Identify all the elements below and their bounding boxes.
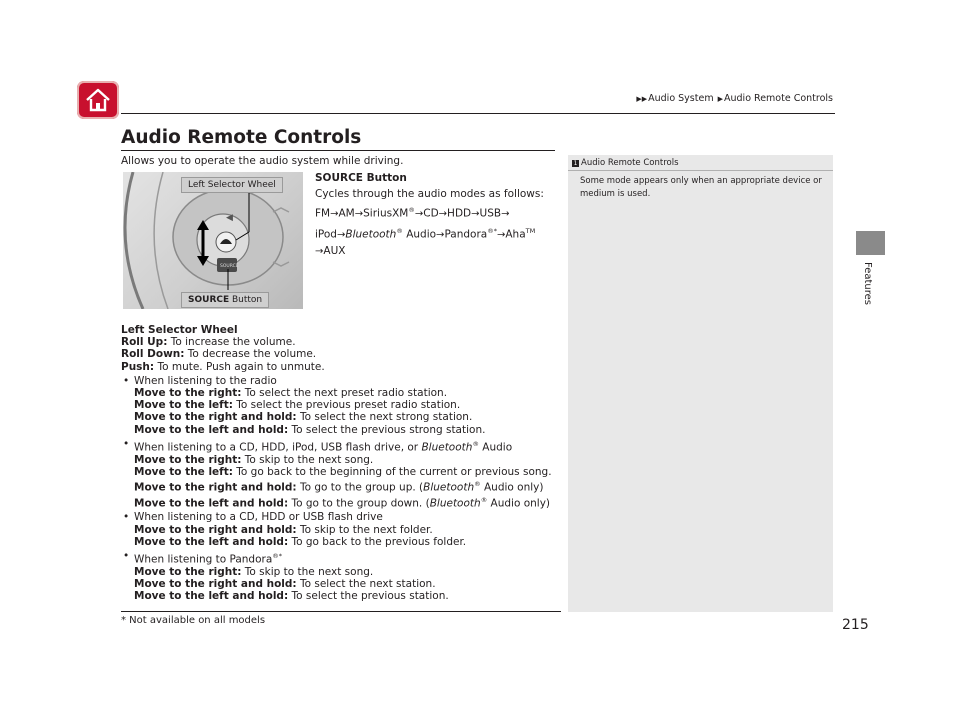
- mode-ipod: iPod: [315, 228, 337, 240]
- callout-source-bold: SOURCE: [188, 295, 230, 305]
- pandora-bullet-text: When listening to Pandora: [134, 553, 273, 566]
- pandora-left-hold: [121, 590, 561, 602]
- home-icon: [84, 88, 112, 112]
- intro-text: Allows you to operate the audio system while driving.: [121, 155, 404, 167]
- folder-right-hold-text: To skip to the next folder.: [296, 523, 433, 536]
- media-right-text: To skip to the next song.: [241, 453, 374, 466]
- mode-siriusxm: SiriusXM: [363, 207, 409, 220]
- side-note-divider: [568, 170, 833, 171]
- pandora-right-label: Move to the right:: [134, 565, 242, 578]
- source-heading: SOURCE Button: [315, 172, 407, 184]
- pandora-bullet: [121, 550, 561, 566]
- push-text: To mute. Push again to unmute.: [154, 360, 325, 373]
- arrow-icon: →: [436, 229, 445, 240]
- chapter-label: Features: [862, 262, 873, 305]
- media-left-text: To go back to the beginning of the current or previous song.: [232, 465, 552, 478]
- radio-right: [121, 387, 561, 399]
- media-right-hold-text-a: To go to the group up. (: [296, 481, 424, 494]
- media-right: [121, 454, 561, 466]
- registered-mark: ®: [487, 226, 494, 235]
- arrow-icon: →: [438, 208, 448, 220]
- media-right-hold-text-b: Audio only): [480, 481, 544, 494]
- breadcrumb: [625, 93, 833, 104]
- callout-left-selector-wheel: Left Selector Wheel: [181, 177, 283, 193]
- folder-right-hold-label: Move to the right and hold:: [134, 523, 297, 536]
- registered-mark: ®: [472, 439, 479, 448]
- source-mode-line-1: [315, 202, 560, 223]
- footnote-star[interactable]: *: [278, 551, 283, 560]
- mode-aha: Aha: [505, 228, 526, 240]
- arrow-icon: →: [501, 208, 510, 220]
- pandora-right-text: To skip to the next song.: [241, 565, 374, 578]
- mode-cd: CD: [423, 207, 439, 220]
- mode-usb: USB: [479, 207, 502, 220]
- page-number: 215: [842, 617, 869, 633]
- roll-up-label: Roll Up:: [121, 336, 168, 349]
- arrow-icon: →: [315, 246, 324, 257]
- push-line: [121, 361, 561, 373]
- roll-up-line: [121, 336, 561, 348]
- side-note-heading: [572, 158, 679, 168]
- mode-pandora: Pandora: [444, 228, 488, 240]
- source-mode-line-2: [315, 223, 560, 244]
- radio-left-label: Move to the left:: [134, 399, 233, 412]
- registered-mark: ®: [408, 206, 415, 214]
- media-left-hold-label: Move to the left and hold:: [134, 497, 289, 510]
- radio-right-hold-label: Move to the right and hold:: [134, 411, 297, 424]
- media-right-hold-bt: Bluetooth: [423, 481, 475, 494]
- registered-mark: ®: [396, 226, 403, 235]
- mode-audio: Audio: [406, 228, 437, 240]
- breadcrumb-link-audio-system[interactable]: Audio System: [648, 93, 714, 104]
- roll-down-label: Roll Down:: [121, 348, 185, 361]
- roll-down-line: [121, 348, 561, 360]
- arrow-icon: →: [330, 208, 339, 220]
- radio-left-text: To select the previous preset radio station.: [232, 399, 461, 412]
- registered-mark: ®: [474, 479, 481, 488]
- roll-up-text: To increase the volume.: [167, 336, 296, 349]
- callout-source-button: [181, 292, 269, 308]
- registered-mark: ®: [272, 551, 279, 560]
- footnote-divider: [121, 611, 561, 612]
- side-note-title: Audio Remote Controls: [581, 158, 679, 168]
- source-mode-line-3: [315, 243, 560, 260]
- radio-right-hold: [121, 411, 561, 423]
- pandora-right: [121, 566, 561, 578]
- push-label: Push:: [121, 360, 155, 373]
- radio-bullet: • When listening to the radio: [121, 375, 561, 387]
- title-divider: [121, 150, 555, 151]
- media-bullet: [121, 438, 561, 454]
- arrow-icon: →: [414, 208, 424, 220]
- mode-aux: AUX: [323, 245, 346, 257]
- arrow-icon: →: [496, 229, 506, 240]
- mode-fm: FM: [315, 207, 331, 220]
- radio-left: [121, 399, 561, 411]
- folder-left-hold-text: To go back to the previous folder.: [288, 535, 467, 548]
- media-left-hold: [121, 494, 561, 510]
- mode-bluetooth: Bluetooth: [345, 228, 397, 240]
- breadcrumb-arrow-icon: ▶▶: [636, 95, 648, 103]
- callout-source-rest: Button: [229, 295, 263, 305]
- folder-bullet: • When listening to a CD, HDD or USB flash drive: [121, 511, 561, 523]
- media-left-hold-bt: Bluetooth: [429, 497, 481, 510]
- media-left-label: Move to the left:: [134, 465, 233, 478]
- pandora-right-hold: [121, 578, 561, 590]
- folder-right-hold: [121, 524, 561, 536]
- media-bullet-bt: Bluetooth: [421, 441, 473, 454]
- side-note-panel: [568, 155, 833, 612]
- media-right-hold-label: Move to the right and hold:: [134, 481, 297, 494]
- radio-right-hold-text: To select the next strong station.: [296, 411, 473, 424]
- side-note-text: Some mode appears only when an appropriate device or medium is used.: [580, 176, 822, 199]
- mode-hdd: HDD: [447, 207, 472, 220]
- main-body-text: [121, 324, 561, 602]
- media-left: [121, 466, 561, 478]
- radio-right-text: To select the next preset radio station.: [241, 387, 448, 400]
- media-right-hold: [121, 478, 561, 494]
- media-right-label: Move to the right:: [134, 453, 242, 466]
- arrow-icon: →: [354, 208, 364, 220]
- pandora-left-hold-text: To select the previous station.: [288, 590, 449, 603]
- footnote-star[interactable]: *: [493, 226, 497, 235]
- trademark-mark: TM: [525, 226, 536, 235]
- chapter-tab[interactable]: [856, 231, 885, 255]
- svg-text:◀: ◀: [226, 213, 233, 223]
- folder-left-hold: [121, 536, 561, 548]
- page-title: Audio Remote Controls: [121, 127, 362, 148]
- arrow-icon: →: [336, 229, 346, 240]
- roll-down-text: To decrease the volume.: [184, 348, 317, 361]
- pandora-left-hold-label: Move to the left and hold:: [134, 590, 289, 603]
- radio-right-label: Move to the right:: [134, 387, 242, 400]
- breadcrumb-arrow-icon: ▶: [717, 95, 723, 103]
- registered-mark: ®: [480, 495, 488, 504]
- home-button[interactable]: [77, 81, 119, 119]
- breadcrumb-current: Audio Remote Controls: [724, 93, 833, 104]
- media-left-hold-text-a: To go to the group down. (: [288, 497, 430, 510]
- media-bullet-a: When listening to a CD, HDD, iPod, USB flash drive, or: [134, 441, 422, 454]
- mode-am: AM: [338, 207, 355, 220]
- footnote: * Not available on all models: [121, 615, 266, 626]
- header-divider: [121, 113, 835, 114]
- media-left-hold-text-b: Audio only): [487, 497, 551, 510]
- media-bullet-b: Audio: [478, 441, 513, 454]
- source-button-description: [315, 170, 560, 260]
- arrow-icon: →: [471, 208, 480, 220]
- radio-left-hold-label: Move to the left and hold:: [134, 423, 289, 436]
- svg-text:SOURCE: SOURCE: [220, 264, 239, 269]
- note-marker-icon: 1: [573, 160, 578, 167]
- radio-left-hold-text: To select the previous strong station.: [288, 423, 486, 436]
- folder-left-hold-label: Move to the left and hold:: [134, 535, 289, 548]
- pandora-right-hold-text: To select the next station.: [296, 577, 436, 590]
- source-desc: Cycles through the audio modes as follows:: [315, 188, 544, 200]
- radio-left-hold: [121, 424, 561, 436]
- pandora-right-hold-label: Move to the right and hold:: [134, 577, 297, 590]
- wheel-heading: Left Selector Wheel: [121, 324, 238, 336]
